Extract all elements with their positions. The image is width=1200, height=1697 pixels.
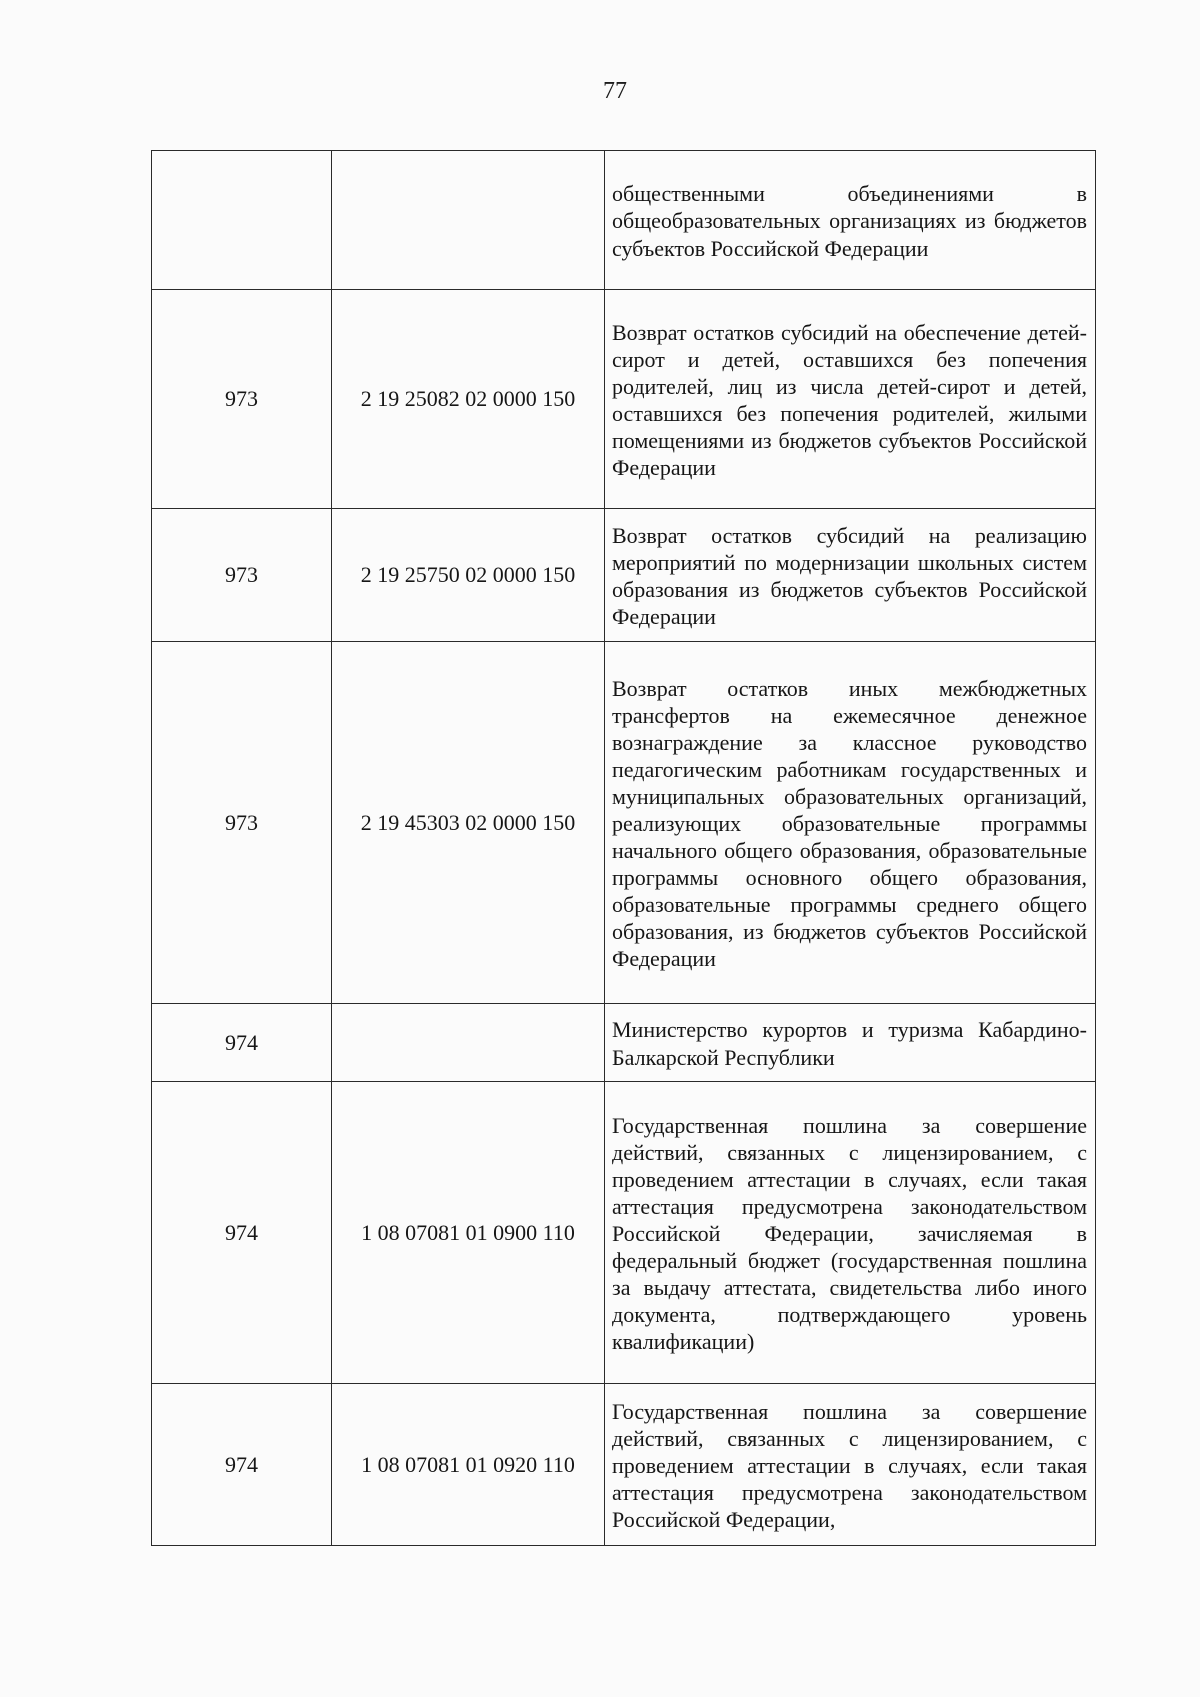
description-text: Возврат остатков субсидий на реализацию мероприятий по модернизации школьных систем образования из бюджетов субъектов Российской Федерации	[612, 522, 1087, 630]
admin-code-cell: 974	[152, 1384, 332, 1546]
budget-code-cell: 2 19 25750 02 0000 150	[332, 509, 605, 642]
budget-code-cell: 2 19 25082 02 0000 150	[332, 290, 605, 509]
description-cell	[605, 290, 1096, 509]
admin-code-cell: 973	[152, 290, 332, 509]
admin-code-cell: 973	[152, 642, 332, 1004]
description-cell	[605, 642, 1096, 1004]
admin-code-cell: 973	[152, 509, 332, 642]
description-text: общественными объединениями в общеобразовательных организациях из бюджетов субъектов Российской Федерации	[612, 181, 1087, 261]
budget-classification-table	[151, 150, 1096, 1546]
description-text: Возврат остатков субсидий на обеспечение детей-сирот и детей, оставшихся без попечения родителей, лиц из числа детей-сирот и детей, оставшихся без попечения родителей, жилыми помещениями из бюджетов субъектов Российской Федерации	[612, 319, 1087, 481]
description-cell	[605, 1384, 1096, 1546]
table-row	[152, 1384, 1096, 1546]
description-cell	[605, 509, 1096, 642]
admin-code-cell: 974	[152, 1004, 332, 1082]
description-cell	[605, 1082, 1096, 1384]
description-text: Возврат остатков иных межбюджетных трансфертов на ежемесячное денежное вознаграждение за классное руководство педагогическим работникам государственных и муниципальных образовательных организаций, реализующих образовательные программы начального общего образования, образовательные программы основного общего образования, образовательные программы среднего общего образования, из бюджетов субъектов Российской Федерации	[612, 675, 1087, 972]
table-row	[152, 151, 1096, 290]
budget-code-cell: 1 08 07081 01 0900 110	[332, 1082, 605, 1384]
admin-code-cell	[152, 151, 332, 290]
table-row	[152, 1004, 1096, 1082]
description-cell	[605, 151, 1096, 290]
table-row	[152, 509, 1096, 642]
description-text: Государственная пошлина за совершение действий, связанных с лицензированием, с проведением аттестации в случаях, если такая аттестация предусмотрена законодательством Российской Федерации, зачисляемая в федеральный бюджет (государственная пошлина за выдачу аттестата, свидетельства либо иного документа, подтверждающего уровень квалификации)	[612, 1112, 1087, 1355]
budget-code-cell: 2 19 45303 02 0000 150	[332, 642, 605, 1004]
table-row	[152, 642, 1096, 1004]
budget-code-cell	[332, 1004, 605, 1082]
budget-code-cell: 1 08 07081 01 0920 110	[332, 1384, 605, 1546]
description-text: Государственная пошлина за совершение действий, связанных с лицензированием, с проведением аттестации в случаях, если такая аттестация предусмотрена законодательством Российской Федерации,	[612, 1398, 1087, 1533]
budget-code-cell	[332, 151, 605, 290]
description-cell	[605, 1004, 1096, 1082]
page-number: 77	[603, 78, 627, 104]
table-row	[152, 1082, 1096, 1384]
admin-code-cell: 974	[152, 1082, 332, 1384]
description-text: Министерство курортов и туризма Кабардино-Балкарской Республики	[612, 1017, 1087, 1070]
table-row	[152, 290, 1096, 509]
